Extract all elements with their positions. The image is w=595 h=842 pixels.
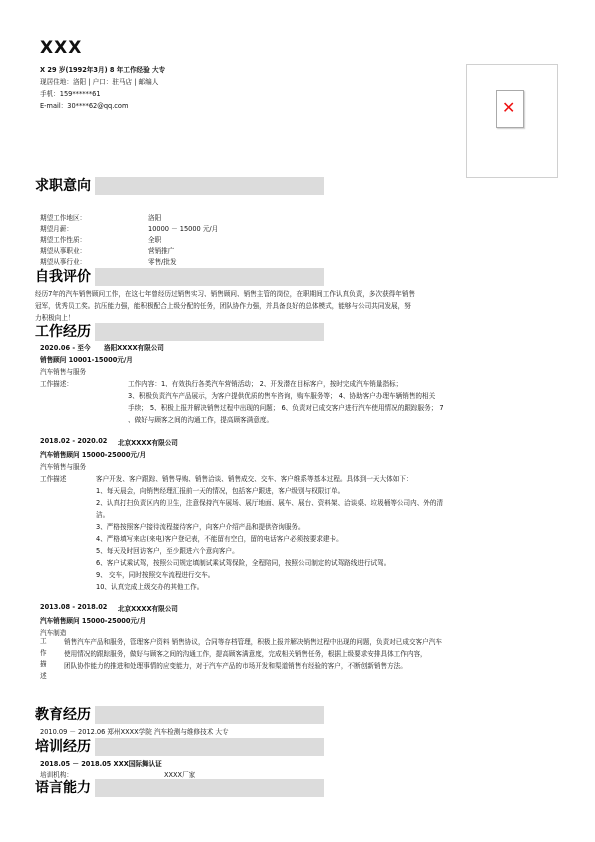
job-desc-line: 3、严格按照客户接待流程接待客户，向客户介绍产品和提供咨询服务。 <box>96 523 305 531</box>
job-company: 洛阳XXXX有限公司 <box>104 344 164 352</box>
intent-label: 期望工作性质： <box>40 236 87 244</box>
section-work-header <box>35 323 324 341</box>
intent-value: 零售/批发 <box>148 258 177 266</box>
profile-photo <box>466 64 558 178</box>
intent-label: 期望从事职业： <box>40 247 87 255</box>
job-desc-line: 使用情况的跟踪服务，做好与顾客之间的沟通工作，提高顾客满意度，完成相关销售任务，根据上级要求安排具体工作内容， <box>64 650 427 658</box>
job-desc-line: 工作内容：1、有效执行各类汽车营销活动； 2、开发潜在目标客户，按时完成汽车销量指标； <box>128 380 403 388</box>
education-entry: 2010.09 － 2012.06 郑州XXXX学院 汽车检测与维修技术 大专 <box>40 728 229 736</box>
broken-image-icon: ✕ <box>496 90 524 128</box>
intent-value: 全职 <box>148 236 162 244</box>
intent-label: 期望工作地区： <box>40 214 87 222</box>
intent-label: 期望从事行业： <box>40 258 87 266</box>
profile-location: 现居住地：洛阳 | 户口：驻马店 | 邮编人 <box>40 78 159 86</box>
job-period: 2020.06 - 至今 <box>40 344 91 352</box>
section-language-header <box>35 779 324 797</box>
candidate-name: XXX <box>40 38 83 58</box>
job-dept: 汽车制造 <box>40 629 67 637</box>
section-intent-title: 求职意向 <box>35 177 95 195</box>
intent-value: 营销推广 <box>148 247 175 255</box>
self-eval-line: 力积极向上！ <box>35 314 75 322</box>
job-company: 北京XXXX有限公司 <box>118 605 178 613</box>
job-period: 2013.08 - 2018.02 <box>40 603 108 611</box>
self-eval-line: 冠军，优秀员工奖。抗压能力强，能积极配合上级分配的任务，团队协作力强，并具备良好的总体模式，能够与公司共同发展，努 <box>35 302 411 310</box>
section-edu-title: 教育经历 <box>35 706 95 724</box>
section-intent-header <box>35 177 324 195</box>
job-desc-line: 4、严格填写来店(来电)客户登记表，不能留有空白，留的电话客户必须按要求建卡。 <box>96 535 343 543</box>
profile-summary: X 29 岁(1992年3月) 8 年工作经验 大专 <box>40 66 166 74</box>
training-value: XXXX厂家 <box>164 771 196 779</box>
self-eval-line: 经历7年的汽车销售顾问工作，在这七年曾经历过销售实习、销售顾问、销售主管的岗位，在职期间工作认真负责，多次获得年销售 <box>35 290 416 298</box>
job-desc-label: 工作描述： <box>40 380 73 388</box>
job-period: 2018.02 - 2020.02 <box>40 437 108 445</box>
job-desc-line: 客户开发、客户跟踪、销售导购、销售洽谈、销售成交、交车、客户维系等基本过程。具体到一天大体如下： <box>96 475 413 483</box>
intent-value: 洛阳 <box>148 214 162 222</box>
job-dept: 汽车销售与服务 <box>40 463 87 471</box>
section-training-title: 培训经历 <box>35 738 95 756</box>
training-label: 培训机构： <box>40 771 73 779</box>
job-desc-line: 10、认真完成上级交办的其他工作。 <box>96 583 204 591</box>
job-company: 北京XXXX有限公司 <box>118 439 178 447</box>
training-entry: 2018.05 － 2018.05 XXX国际舞认证 <box>40 760 162 768</box>
job-desc-line: 销售汽车产品和服务，管理客户资料 销售协议，合同等存档管理，积极上报并解决销售过程中出现的问题，负责对已成交客户汽车 <box>64 638 442 646</box>
job-desc-label: 工作描述 <box>40 475 67 483</box>
intent-label: 期望月薪： <box>40 225 73 233</box>
job-desc-label: 工作描述 <box>40 637 47 680</box>
job-title-salary: 汽车销售顾问 15000-25000元/月 <box>40 617 147 625</box>
job-desc-line: 6、客户试乘试驾，按照公司规定填制试乘试驾保险，全程陪同，按照公司制定的试驾路线进行试驾。 <box>96 559 391 567</box>
job-desc-line: 、做好与顾客之间的沟通工作，提高顾客满意度。 <box>128 416 274 424</box>
job-dept: 汽车销售与服务 <box>40 368 87 376</box>
profile-phone: 手机：159******61 <box>40 90 101 98</box>
section-self-header <box>35 268 324 286</box>
job-desc-line: 手续； 5、积极上报并解决销售过程中出现的问题； 6、负责对已成交客户进行汽车使用情况的跟踪服务； 7 <box>128 404 444 412</box>
job-title-salary: 汽车销售顾问 15000-25000元/月 <box>40 451 147 459</box>
section-work-title: 工作经历 <box>35 323 95 341</box>
section-training-header <box>35 738 324 756</box>
section-self-title: 自我评价 <box>35 268 95 286</box>
profile-email: E-mail：30****62@qq.com <box>40 102 129 110</box>
section-edu-header <box>35 706 324 724</box>
job-desc-line: 9、 交车，同时按照交车流程进行交车。 <box>96 571 215 579</box>
job-desc-line: 5、每天及时回访客户，至少跟进六个意向客户。 <box>96 547 239 555</box>
job-desc-line: 3、积极负责汽车产品展示，为客户提供优质的售车咨询，购车服务等； 4、协助客户办理车辆销售的相关 <box>128 392 436 400</box>
job-title-salary: 销售顾问 10001-15000元/月 <box>40 356 133 364</box>
job-desc-line: 团队协作能力的推进和处理事情的应变能力，对于汽车产品的市场开发和渠道销售有经验的客户，不断创新销售方法。 <box>64 662 407 670</box>
job-desc-line: 洁。 <box>96 511 110 519</box>
intent-value: 10000 － 15000 元/月 <box>148 225 219 233</box>
section-language-title: 语言能力 <box>35 779 95 797</box>
job-desc-line: 2、认真打扫负责区内的卫生，注意保持汽车展场、展厅地面、展车、展台、资料架、洽谈桌、垃圾桶等公司内、外的清 <box>96 499 444 507</box>
job-desc-line: 1、每天晨会，向销售经理汇报前一天的情况，包括客户跟进，客户级别与权限订单。 <box>96 487 345 495</box>
